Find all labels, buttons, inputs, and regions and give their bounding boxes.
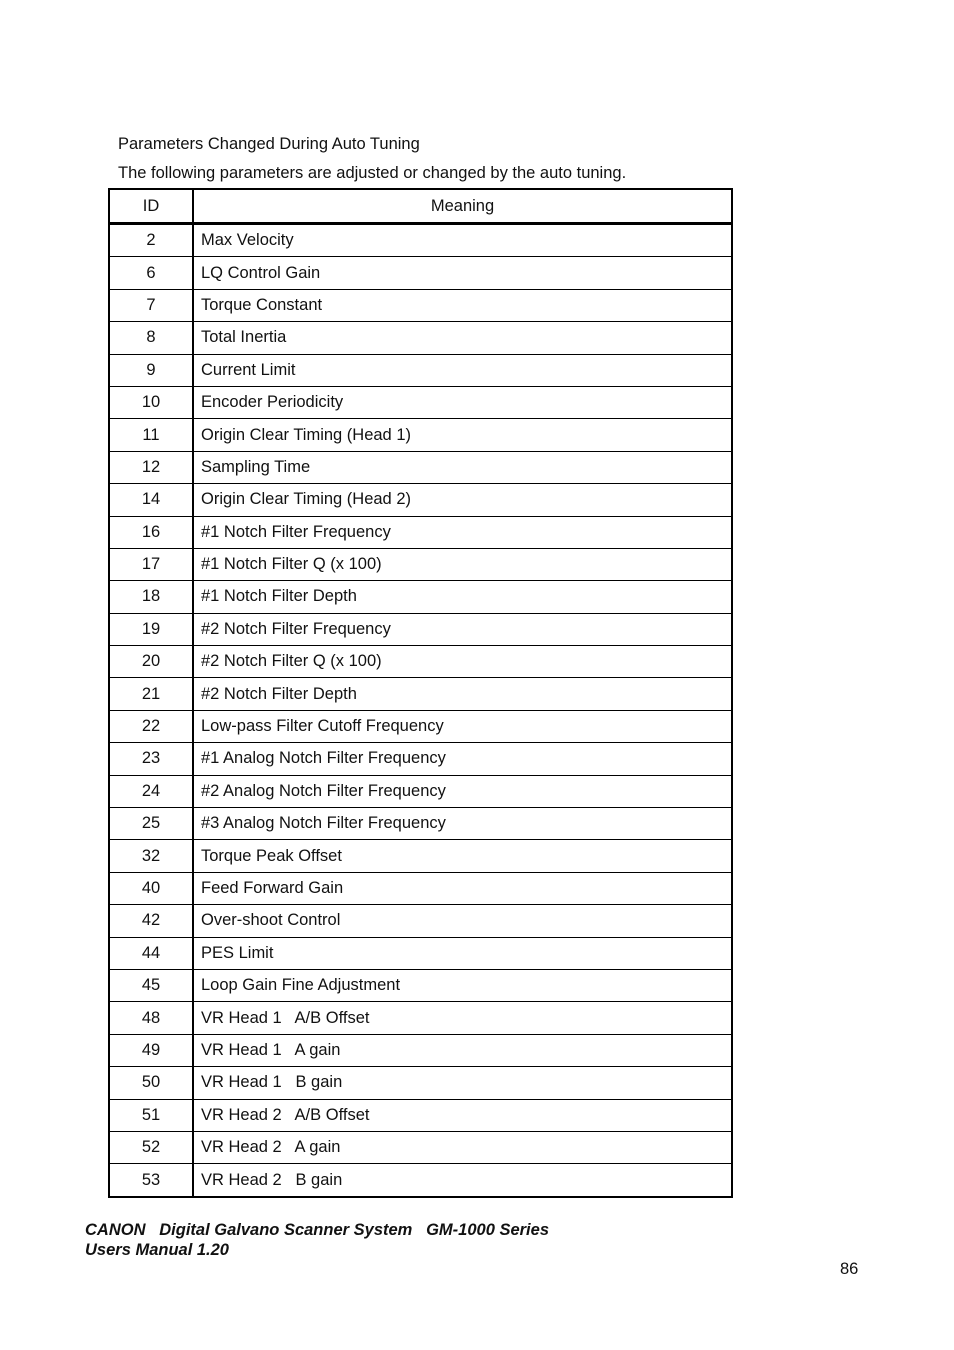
table-row <box>109 581 732 613</box>
parameter-meaning: #2 Notch Filter Depth <box>193 678 732 710</box>
parameter-meaning: Origin Clear Timing (Head 2) <box>193 484 732 516</box>
parameter-meaning: #3 Analog Notch Filter Frequency <box>193 808 732 840</box>
parameter-meaning: Loop Gain Fine Adjustment <box>193 969 732 1001</box>
parameter-id: 18 <box>109 581 193 613</box>
parameter-id: 19 <box>109 613 193 645</box>
parameter-id: 20 <box>109 646 193 678</box>
table-row <box>109 1067 732 1099</box>
table-row <box>109 516 732 548</box>
parameter-meaning: #1 Notch Filter Frequency <box>193 516 732 548</box>
parameter-meaning: #1 Notch Filter Depth <box>193 581 732 613</box>
parameter-meaning: Torque Constant <box>193 289 732 321</box>
table-row <box>109 1164 732 1197</box>
page-number: 86 <box>840 1260 859 1278</box>
parameter-id: 8 <box>109 322 193 354</box>
section-heading: Parameters Changed During Auto Tuning <box>118 135 420 153</box>
parameter-id: 44 <box>109 937 193 969</box>
parameter-id: 11 <box>109 419 193 451</box>
parameter-id: 17 <box>109 548 193 580</box>
table-row <box>109 808 732 840</box>
parameter-id: 49 <box>109 1034 193 1066</box>
parameter-id: 45 <box>109 969 193 1001</box>
parameter-meaning: #2 Notch Filter Frequency <box>193 613 732 645</box>
table-row <box>109 775 732 807</box>
table-row <box>109 840 732 872</box>
parameter-meaning: VR Head 1 B gain <box>193 1067 732 1099</box>
parameter-meaning: #1 Notch Filter Q (x 100) <box>193 548 732 580</box>
parameter-meaning: Total Inertia <box>193 322 732 354</box>
parameter-meaning: Feed Forward Gain <box>193 872 732 904</box>
parameter-id: 9 <box>109 354 193 386</box>
column-header-id: ID <box>109 189 193 224</box>
parameter-id: 22 <box>109 710 193 742</box>
parameter-id: 51 <box>109 1099 193 1131</box>
parameter-id: 2 <box>109 224 193 257</box>
parameter-meaning: VR Head 2 A/B Offset <box>193 1099 732 1131</box>
table-row <box>109 743 732 775</box>
parameter-id: 12 <box>109 451 193 483</box>
table-row <box>109 484 732 516</box>
parameter-id: 10 <box>109 386 193 418</box>
parameter-meaning: VR Head 1 A/B Offset <box>193 1002 732 1034</box>
table-row <box>109 872 732 904</box>
parameter-id: 23 <box>109 743 193 775</box>
footer-product-line: CANON Digital Galvano Scanner System GM-1000 Series <box>85 1221 549 1239</box>
table-row <box>109 613 732 645</box>
parameter-meaning: Current Limit <box>193 354 732 386</box>
parameter-meaning: PES Limit <box>193 937 732 969</box>
parameter-meaning: Sampling Time <box>193 451 732 483</box>
parameter-id: 48 <box>109 1002 193 1034</box>
parameter-id: 21 <box>109 678 193 710</box>
parameter-id: 52 <box>109 1131 193 1163</box>
table-row <box>109 257 732 289</box>
table-row <box>109 386 732 418</box>
table-row <box>109 710 732 742</box>
table-row <box>109 289 732 321</box>
parameter-meaning: Encoder Periodicity <box>193 386 732 418</box>
table-row <box>109 322 732 354</box>
parameter-meaning: VR Head 2 A gain <box>193 1131 732 1163</box>
parameter-id: 24 <box>109 775 193 807</box>
table-row <box>109 1131 732 1163</box>
section-intro: The following parameters are adjusted or changed by the auto tuning. <box>118 164 627 182</box>
column-header-meaning: Meaning <box>193 189 732 224</box>
parameter-id: 16 <box>109 516 193 548</box>
table-row <box>109 354 732 386</box>
parameter-meaning: LQ Control Gain <box>193 257 732 289</box>
table-row <box>109 969 732 1001</box>
table-row <box>109 1099 732 1131</box>
parameter-meaning: Torque Peak Offset <box>193 840 732 872</box>
parameter-id: 42 <box>109 905 193 937</box>
parameter-id: 14 <box>109 484 193 516</box>
parameter-id: 6 <box>109 257 193 289</box>
parameter-meaning: VR Head 1 A gain <box>193 1034 732 1066</box>
parameter-meaning: #2 Analog Notch Filter Frequency <box>193 775 732 807</box>
table-row <box>109 678 732 710</box>
parameter-id: 40 <box>109 872 193 904</box>
table-row <box>109 646 732 678</box>
parameter-meaning: #1 Analog Notch Filter Frequency <box>193 743 732 775</box>
parameter-id: 7 <box>109 289 193 321</box>
parameter-meaning: Over-shoot Control <box>193 905 732 937</box>
parameter-id: 53 <box>109 1164 193 1197</box>
parameter-id: 50 <box>109 1067 193 1099</box>
table-row <box>109 419 732 451</box>
table-row <box>109 224 732 257</box>
table-row <box>109 1002 732 1034</box>
table-body <box>109 224 732 1197</box>
parameter-meaning: VR Head 2 B gain <box>193 1164 732 1197</box>
parameter-meaning: Low-pass Filter Cutoff Frequency <box>193 710 732 742</box>
table-row <box>109 905 732 937</box>
parameter-meaning: #2 Notch Filter Q (x 100) <box>193 646 732 678</box>
parameter-id: 32 <box>109 840 193 872</box>
table-row <box>109 548 732 580</box>
table-header-row <box>109 189 732 224</box>
parameter-meaning: Max Velocity <box>193 224 732 257</box>
parameters-table <box>108 188 733 1198</box>
table-row <box>109 451 732 483</box>
table-row <box>109 937 732 969</box>
parameter-meaning: Origin Clear Timing (Head 1) <box>193 419 732 451</box>
parameter-id: 25 <box>109 808 193 840</box>
footer-manual-version: Users Manual 1.20 <box>85 1241 229 1259</box>
table-row <box>109 1034 732 1066</box>
